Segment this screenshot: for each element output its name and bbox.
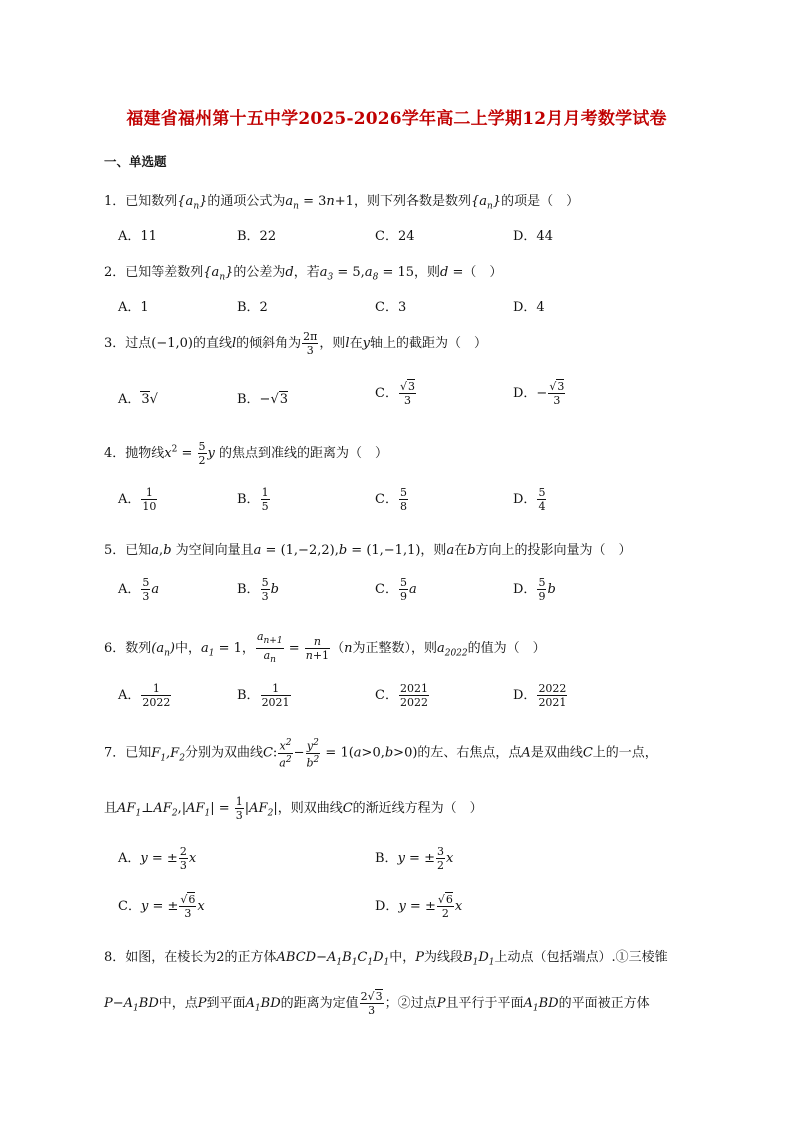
q2-option-c[interactable]: C．3 — [375, 300, 407, 315]
question-1: 1．已知数列$\{a_n\}$的通项公式为$a_n = 3n+1$，则下列各数是数列$\{a_n\}$的项是（ ） — [104, 194, 580, 212]
q3-option-b[interactable]: B．−√3 — [237, 392, 289, 407]
page-title: 福建省福州第十五中学2025-2026学年高二上学期12月月考数学试卷 — [126, 109, 667, 129]
question-7-line-2: 且$AF_1\perp AF_2,|AF_1|$ = $\frac{1}{3}$ $|AF_2|$，则双曲线C的渐近线方程为（ ） — [104, 795, 483, 822]
q1-option-d[interactable]: D．44 — [513, 229, 553, 244]
question-6: 6．数列$(a_n)$中，$a_1 = 1$， $\frac{a_{n+1}}{a_n}$ = $\frac{n}{n+1}$ （n为正整数），则$a_{2022}$的值为（ ） — [104, 630, 546, 666]
q5-option-b[interactable]: B． $\frac{5}{3}$ b — [237, 576, 279, 603]
q2-option-d[interactable]: D．4 — [513, 300, 545, 315]
q7-option-a[interactable]: A．y = ± $\frac{2}{3}$ x — [118, 845, 197, 872]
q4-option-c[interactable]: C． $\frac{5}{8}$ — [375, 486, 407, 513]
question-4: 4．抛物线$x^2$ = $\frac{5}{2}$ y 的焦点到准线的距离为（ ） — [104, 440, 389, 467]
q6-option-c[interactable]: C． $\frac{2021}{2022}$ — [375, 682, 428, 709]
q2-option-a[interactable]: A．1 — [118, 300, 149, 315]
q3-option-d[interactable]: D．− $\frac{√3}{3}$ — [513, 380, 565, 407]
q4-option-b[interactable]: B． $\frac{1}{5}$ — [237, 486, 269, 513]
section-heading: 一、单选题 — [104, 154, 167, 169]
q4-option-d[interactable]: D． $\frac{5}{4}$ — [513, 486, 546, 513]
question-8: 8．如图，在棱长为2的正方体$ABCD-A_1B_1C_1D_1$中，P为线段$B_1D_1$上动点（包括端点）.①三棱锥 — [104, 950, 668, 968]
q3-option-c[interactable]: C． $\frac{√3}{3}$ — [375, 380, 415, 407]
question-3: 3．过点(−1,0)的直线l的倾斜角为 $\frac{2\pi}{3}$ ，则l在y轴上的截距为（ ） — [104, 330, 487, 357]
question-5: 5．已知a,b 为空间向量且a = (1,−2,2),b = (1,−1,1)，则a在b方向上的投影向量为（ ） — [104, 543, 632, 558]
q3-option-a[interactable]: A．3√ — [118, 392, 158, 407]
question-2: 2．已知等差数列$\{a_n\}$的公差为d，若$a_3 = 5,a_8 = 15$，则d =（ ） — [104, 265, 503, 283]
q4-option-a[interactable]: A． $\frac{1}{10}$ — [118, 486, 157, 513]
q1-option-b[interactable]: B．22 — [237, 229, 277, 244]
q1-option-c[interactable]: C．24 — [375, 229, 415, 244]
q7-option-d[interactable]: D．y = ± $\frac{√6}{2}$ x — [375, 893, 463, 920]
q7-option-c[interactable]: C．y = ± $\frac{√6}{3}$ x — [118, 893, 205, 920]
question-7: 7．已知$F_1,F_2$分别为双曲线C: $\frac{x^2}{a^2}$ − $\frac{y^2}{b^2}$ = 1(a>0,b>0)的左、右焦点，点A是双曲线C上的一点， — [104, 738, 658, 770]
q5-option-a[interactable]: A． $\frac{5}{3}$ a — [118, 576, 160, 603]
q5-option-d[interactable]: D． $\frac{5}{9}$ b — [513, 576, 556, 603]
q6-option-d[interactable]: D． $\frac{2022}{2021}$ — [513, 682, 567, 709]
q7-option-b[interactable]: B．y = ± $\frac{3}{2}$ x — [375, 845, 454, 872]
q6-option-b[interactable]: B． $\frac{1}{2021}$ — [237, 682, 290, 709]
q5-option-c[interactable]: C． $\frac{5}{9}$ a — [375, 576, 417, 603]
q1-option-a[interactable]: A．11 — [118, 229, 157, 244]
question-8-line-2: $P-A_1BD$中，点P到平面$A_1BD$的距离为定值 $\frac{2√3}{3}$ ；②过点P且平行于平面$A_1BD$的平面被正方体 — [104, 990, 650, 1017]
q2-option-b[interactable]: B．2 — [237, 300, 268, 315]
q6-option-a[interactable]: A． $\frac{1}{2022}$ — [118, 682, 171, 709]
